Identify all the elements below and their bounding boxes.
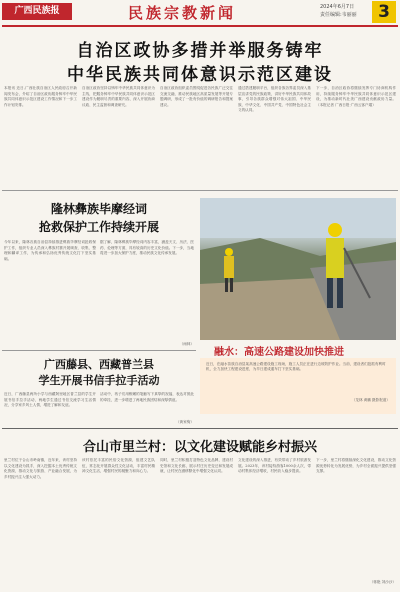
- section-title: 民族宗教新闻: [128, 4, 237, 22]
- bottom-column: [4, 458, 77, 586]
- students-paragraph: 活动中，孩子们用稚嫩的笔触写下真挚的祝福，表达对彼此的牵挂，进一步增进了两地民族团结和深厚情谊。: [100, 392, 194, 402]
- bottom-paragraph: 里兰村位于合山市岭南镇，近年来，该村坚持以文化建设为抓手，深入挖掘本土优秀传统文化资源，推动文化与旅游、产业融合发展，为乡村振兴注入强大动力。: [4, 458, 77, 479]
- students-column: [4, 392, 96, 420]
- lead-paragraph: 通过搭建履职平台，组织各族各界委员深入基层宣讲党的民族政策，讲好中华民族共同体故事，引导各族群众增强对伟大祖国、中华民族、中华文化、中国共产党、中国特色社会主义的认同。: [238, 86, 311, 113]
- divider: [2, 190, 398, 191]
- lead-headline-line2: 中华民族共同体意识示范区建设: [67, 65, 333, 85]
- issue-date: 2024年6月7日: [320, 4, 355, 10]
- masthead: [0, 0, 400, 24]
- culture-headline-line2: 抢救保护工作持续开展: [38, 220, 159, 234]
- bottom-paragraph: 同时，里兰村积极打造特色文化品牌，建设村史馆和文化长廊，展示村庄历史变迁和发展成就，让村民在潜移默化中增强文化认同。: [160, 458, 233, 474]
- bottom-column: [238, 458, 311, 586]
- header-rule: [2, 25, 398, 27]
- bottom-credit: （蒋艳 刘沙沙）: [369, 580, 396, 584]
- lead-paragraph: 自治区政协坚持以铸牢中华民族共同体意识为主线，把服务铸牢中华民族共同体意识示范区建设作为履职尽责的重要内容，深入开展协商议政、民主监督和调查研究。: [82, 86, 155, 107]
- bottom-paragraph: 文化建设的深入推进，有效带动了乡村旅游发展。2023年，该村接待游客1000余人次，带动村集体经济增收，村民收入稳步提高。: [238, 458, 311, 474]
- lead-column: [160, 86, 233, 164]
- divider: [2, 428, 398, 429]
- photo-credit: （龙林 黄鹏 摄影报道）: [351, 398, 390, 402]
- culture-paragraph: 据了解，隆林彝族毕摩经词内容丰富，涵盖天文、历法、医药、伦理等方面，具有较高的历史文化价值。下一步，当地将进一步加大保护力度，推动民族文化传承发展。: [100, 240, 194, 256]
- bottom-paragraph: 该村依托丰富的民俗文化资源，组建文艺队伍，常态化开展群众性文化活动，丰富村民精神文化生活，增强村民的凝聚力和向心力。: [82, 458, 155, 474]
- photo-feature-title: 融水：高速公路建设加快推进: [214, 347, 344, 358]
- lead-paragraph: 下一步，自治区政协将继续发挥专门协商机构作用，持续服务铸牢中华民族共同体意识示范区建设，为推动新时代壮美广西建设贡献政协力量。（本报记者 广西日报·广西云客户端）: [316, 86, 396, 107]
- bottom-column: [160, 458, 233, 586]
- culture-headline-line1: 隆林彝族毕摩经词: [50, 202, 147, 216]
- page-number: 3: [372, 1, 396, 23]
- divider: [2, 350, 196, 351]
- students-column: [100, 392, 194, 420]
- bottom-column: [82, 458, 155, 586]
- lead-paragraph: 自治区政协组织委员围绕促进各民族广泛交往交流交融、推动民族地区高质量发展等开展专题调研，形成了一批有价值的调研报告和提案建议。: [160, 86, 233, 107]
- students-credit: （黄家驹）: [176, 420, 194, 424]
- lead-column: [238, 86, 311, 164]
- culture-column: [4, 240, 96, 340]
- bottom-paragraph: 下一步，里兰村将继续深化文化建设，推动文化资源优势转化为发展优势，为乡村全面振兴提供坚强支撑。: [316, 458, 396, 474]
- students-headline-line2: 学生开展书信手拉手活动: [38, 374, 160, 387]
- culture-credit: （雨林）: [179, 342, 194, 346]
- culture-column: [100, 240, 194, 340]
- culture-paragraph: 今年以来，隆林各族自治县持续推进彝族毕摩经词抢救保护工作，组织专业人员深入彝族村寨开展调查、收集、整理和翻译工作，为传承和弘扬优秀传统文化打下坚实基础。: [4, 240, 96, 261]
- students-paragraph: 近日，广西藤县两所小学与西藏阿里地区普兰县的学生开展书信手拉手活动，两地学生通过书信交流学习生活情况，分享家乡风土人情，增进了解和友谊。: [4, 392, 96, 408]
- construction-photo: [200, 198, 396, 340]
- bottom-headline: 合山市里兰村：以文化建设赋能乡村振兴: [82, 440, 317, 455]
- bottom-column: [316, 458, 396, 576]
- photo-caption: 近日，在融水苗族自治县某高速公路建设施工现场，施工人员正在进行边坡防护作业。当前，建设者们抢抓有利时机，全力加快工程建设进度，为早日建成通车打下坚实基础。: [206, 362, 386, 372]
- paper-name: 广西民族报: [2, 3, 72, 20]
- lead-column: [316, 86, 396, 164]
- lead-headline-line1: 自治区政协多措并举服务铸牢: [76, 41, 324, 61]
- construction-photo-illustration: [200, 198, 396, 340]
- students-headline-line1: 广西藤县、西藏普兰县: [44, 358, 154, 371]
- lead-column: [4, 86, 77, 164]
- lead-column: [82, 86, 155, 164]
- issue-editor: 责任编辑:韦丽丽: [320, 12, 357, 18]
- lead-paragraph: 本报讯 近日,广西壮族自治区人民政府召开新闻发布会，介绍了自治区政协服务铸牢中华民族共同体意识示范区建设工作情况和下一步工作计划安排。: [4, 86, 77, 107]
